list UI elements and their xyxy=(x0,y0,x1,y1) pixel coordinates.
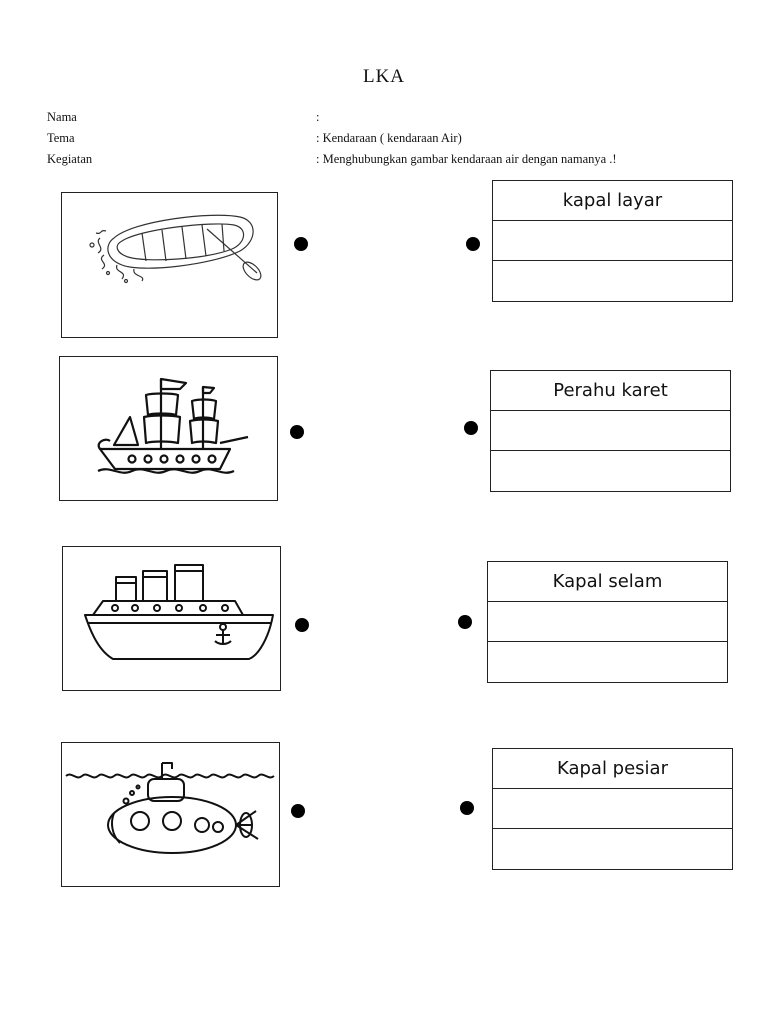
connect-dot-name-3[interactable] xyxy=(458,615,472,629)
picture-box-1 xyxy=(61,192,278,338)
picture-box-4 xyxy=(61,742,280,887)
answer-cell[interactable] xyxy=(491,411,730,451)
submarine-icon xyxy=(62,743,279,886)
info-value: : xyxy=(316,110,320,124)
page-title: LKA xyxy=(362,66,406,87)
answer-cell[interactable] xyxy=(493,261,732,301)
connect-dot-name-1[interactable] xyxy=(466,237,480,251)
info-label: Tema xyxy=(47,131,75,145)
name-box-4 xyxy=(492,748,733,870)
sailing-ship-icon xyxy=(60,357,277,500)
name-box-3 xyxy=(487,561,728,683)
connect-dot-picture-3[interactable] xyxy=(295,618,309,632)
answer-cell[interactable] xyxy=(488,642,727,682)
answer-cell[interactable] xyxy=(493,221,732,261)
name-label: Kapal pesiar xyxy=(493,749,732,789)
answer-cell[interactable] xyxy=(493,829,732,869)
info-value: : Menghubungkan gambar kendaraan air dengan namanya .! xyxy=(316,152,617,166)
connect-dot-picture-4[interactable] xyxy=(291,804,305,818)
cruise-ship-icon xyxy=(63,547,280,690)
rubber-boat-icon xyxy=(62,193,277,337)
name-box-2 xyxy=(490,370,731,492)
info-label: Nama xyxy=(47,110,77,124)
connect-dot-name-2[interactable] xyxy=(464,421,478,435)
answer-cell[interactable] xyxy=(488,602,727,642)
name-label: kapal layar xyxy=(493,181,732,221)
picture-box-3 xyxy=(62,546,281,691)
name-box-1 xyxy=(492,180,733,302)
connect-dot-name-4[interactable] xyxy=(460,801,474,815)
answer-cell[interactable] xyxy=(491,451,730,491)
connect-dot-picture-1[interactable] xyxy=(294,237,308,251)
name-label: Kapal selam xyxy=(488,562,727,602)
info-label: Kegiatan xyxy=(47,152,93,166)
picture-box-2 xyxy=(59,356,278,501)
name-label: Perahu karet xyxy=(491,371,730,411)
connect-dot-picture-2[interactable] xyxy=(290,425,304,439)
answer-cell[interactable] xyxy=(493,789,732,829)
info-value: : Kendaraan ( kendaraan Air) xyxy=(316,131,462,145)
